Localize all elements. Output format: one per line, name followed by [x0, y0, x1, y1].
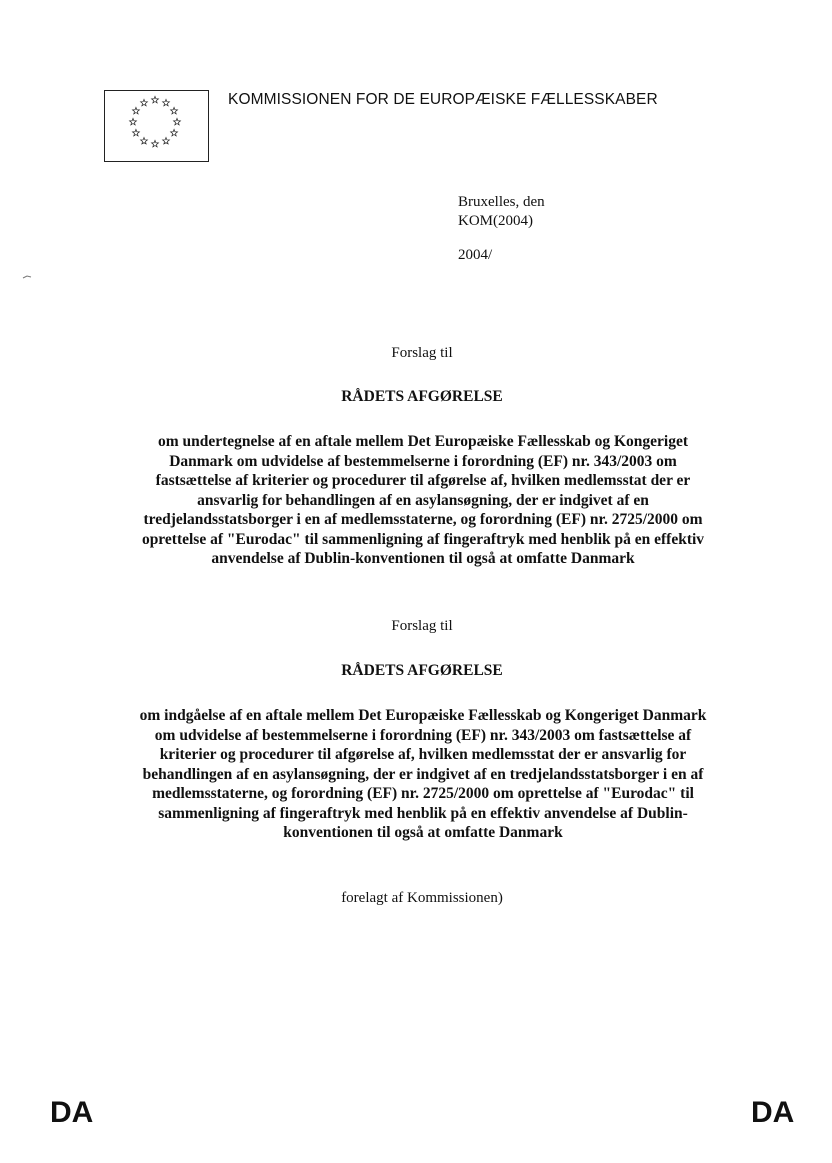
language-code-right: DA: [751, 1096, 795, 1129]
star-icon: [133, 107, 140, 114]
section2-line: om udvidelse af bestemmelserne i forordning (EF) nr. 343/2003 om fastsættelse af: [154, 726, 692, 744]
star-icon: [174, 118, 181, 125]
place-date: Bruxelles, den: [458, 194, 545, 210]
section1-line: Danmark om udvidelse af bestemmelserne i forordning (EF) nr. 343/2003 om: [169, 452, 677, 470]
section1-line: anvendelse af Dublin-konventionen til også at omfatte Danmark: [211, 550, 635, 567]
organization-title: KOMMISSIONEN FOR DE EUROPÆISKE FÆLLESSKABER: [228, 91, 658, 108]
section2-line: konventionen til også at omfatte Danmark: [283, 824, 563, 841]
star-icon: [141, 137, 148, 144]
section2-line: sammenligning af fingeraftryk med henblik på en effektiv anvendelse af Dublin-: [158, 804, 688, 822]
presented-by: forelagt af Kommissionen): [341, 890, 503, 906]
document-number: 2004/: [458, 247, 493, 263]
star-icon: [152, 96, 159, 103]
reference-number: KOM(2004): [458, 213, 533, 229]
section2-line: medlemsstaterne, og forordning (EF) nr. 2725/2000 om oprettelse af "Eurodac" til: [152, 785, 694, 802]
star-icon: [163, 99, 170, 106]
section2-heading: RÅDETS AFGØRELSE: [341, 662, 503, 679]
section1-body: [100, 432, 746, 569]
star-icon: [141, 99, 148, 106]
section2-line: behandlingen af en asylansøgning, der er indgivet af en tredjelandsstatsborger i en af: [142, 765, 704, 783]
star-icon: [163, 137, 170, 144]
star-icon: [130, 118, 137, 125]
eu-logo-box: [104, 90, 209, 162]
section1-kicker: Forslag til: [391, 345, 453, 361]
section1-line: tredjelandsstatsborger i en af medlemsstaterne, og forordning (EF) nr. 2725/2000 om: [143, 511, 703, 528]
section2-kicker: Forslag til: [391, 618, 453, 634]
star-icon: [152, 140, 159, 147]
section2-body: [100, 706, 746, 843]
section1-line: oprettelse af "Eurodac" til sammenligning af fingeraftryk med henblik på en effektiv: [141, 530, 705, 548]
section1-line: ansvarlig for behandlingen af en asylansøgning, der er indgivet af en: [197, 491, 649, 509]
section1-line: om undertegnelse af en aftale mellem Det Europæiske Fællesskab og Kongeriget: [157, 433, 689, 450]
eu-flag-stars-icon: [105, 91, 208, 161]
section2-line: kriterier og procedurer til afgørelse af, hvilken medlemsstat der er ansvarlig for: [159, 746, 687, 763]
section1-heading: RÅDETS AFGØRELSE: [341, 388, 503, 405]
star-icon: [133, 129, 140, 136]
section1-line: fastsættelse af kriterier og procedurer til afgørelse af, hvilken medlemsstat der er: [155, 472, 691, 489]
star-icon: [171, 129, 178, 136]
section2-line: om indgåelse af en aftale mellem Det Europæiske Fællesskab og Kongeriget Danmark: [139, 707, 707, 724]
star-icon: [171, 107, 178, 114]
scan-mark: [22, 266, 32, 270]
language-code-left: DA: [50, 1096, 94, 1129]
